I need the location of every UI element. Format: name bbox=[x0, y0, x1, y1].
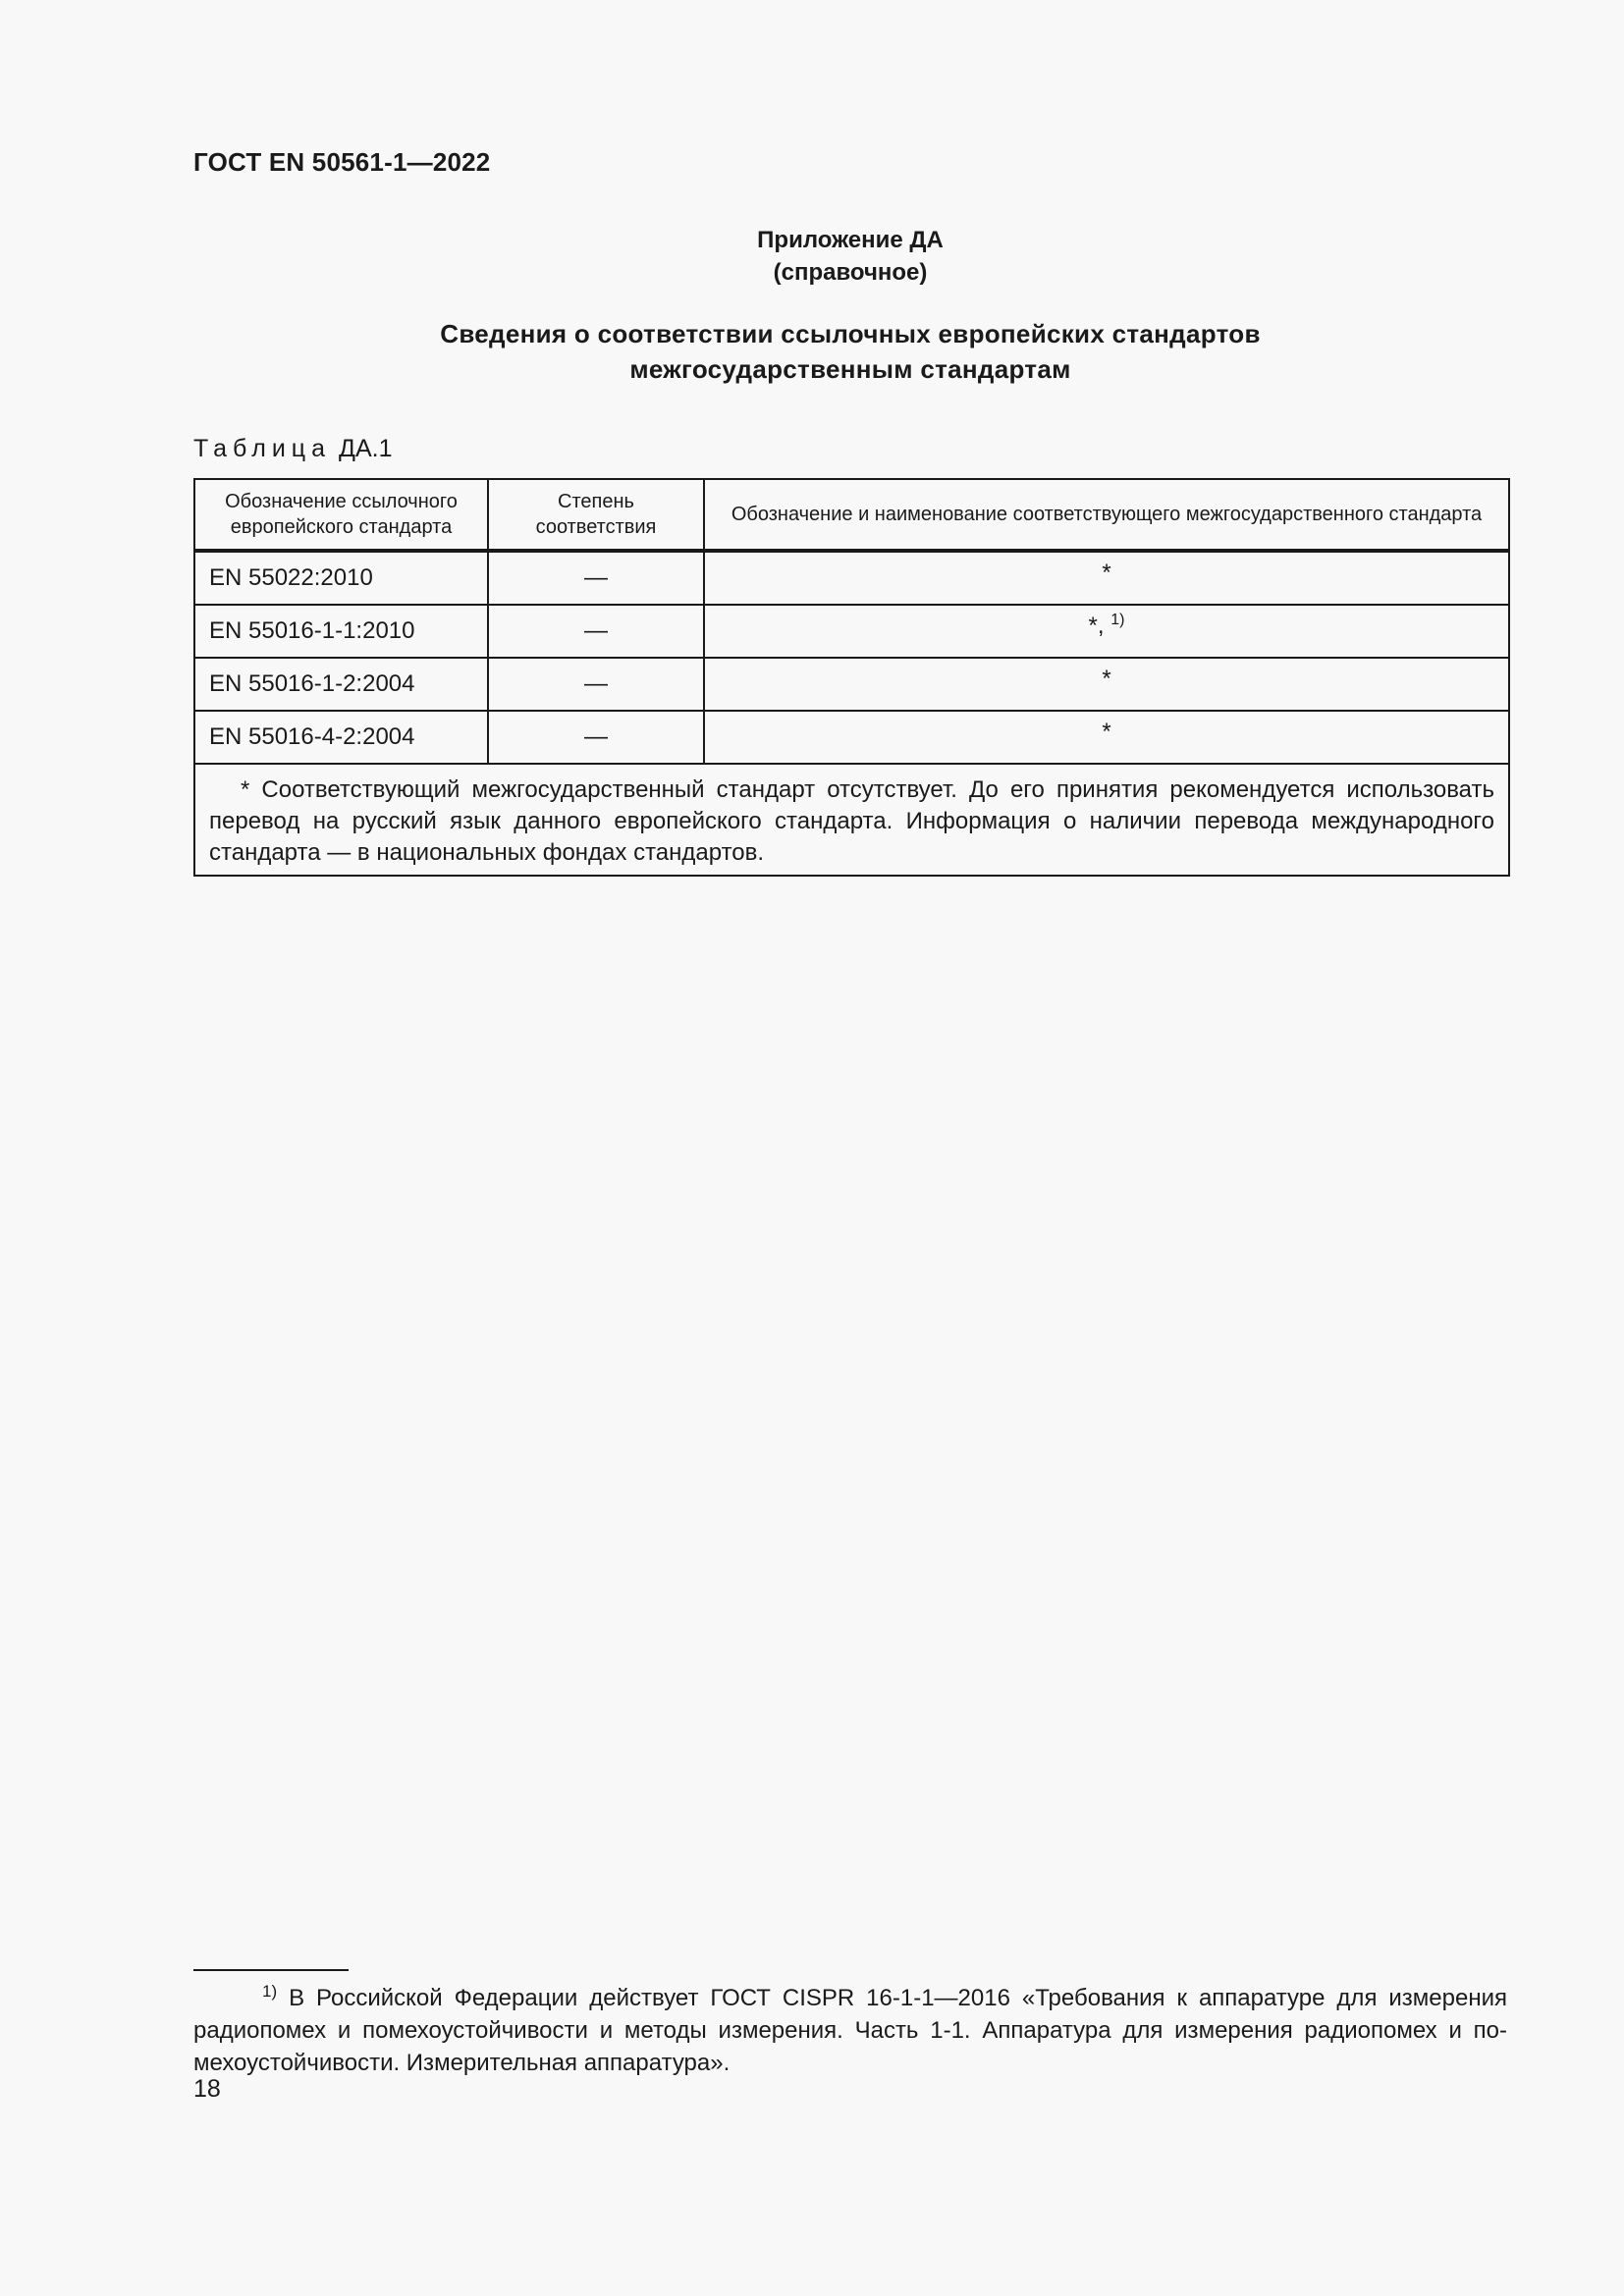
table-note-text: * Соответствующий межгосударственный стандарт отсутствует. До его принятия рекомендуется использовать перевод на русский язык данного европейского стандарта. Информация о наличии перевода международного стандарта — в национальных фондах стандартов. bbox=[209, 776, 1494, 866]
column-header-reference: Обозначение ссылочного европейского стандарта bbox=[194, 479, 488, 551]
cell-mark: * bbox=[1102, 719, 1111, 745]
cell-mark: * bbox=[1102, 666, 1111, 692]
column-header-interstate-standard: Обозначение и наименование соответствующего межгосударственного стандарта bbox=[704, 479, 1509, 551]
table-header-row bbox=[194, 479, 1509, 551]
annex-title bbox=[193, 316, 1507, 387]
cell-degree: — bbox=[488, 605, 704, 658]
cell-interstate-standard bbox=[704, 605, 1509, 658]
footnote-separator bbox=[193, 1969, 349, 1971]
cell-degree: — bbox=[488, 658, 704, 711]
cell-interstate-standard bbox=[704, 551, 1509, 605]
annex-heading bbox=[193, 224, 1507, 289]
annex-title-line-2: межгосударственным стандартам bbox=[629, 354, 1071, 384]
cell-mark-footnote: 1) bbox=[1110, 612, 1125, 628]
table-note-row bbox=[194, 764, 1509, 876]
table-row bbox=[194, 551, 1509, 605]
column-header-degree: Степень соответствия bbox=[488, 479, 704, 551]
cell-reference: EN 55022:2010 bbox=[194, 551, 488, 605]
standards-table bbox=[193, 478, 1510, 877]
cell-degree: — bbox=[488, 711, 704, 764]
table-note bbox=[194, 764, 1509, 876]
cell-reference: EN 55016-1-2:2004 bbox=[194, 658, 488, 711]
cell-reference: EN 55016-4-2:2004 bbox=[194, 711, 488, 764]
footnote bbox=[193, 1975, 1507, 2079]
cell-interstate-standard bbox=[704, 658, 1509, 711]
table-caption-number: ДА.1 bbox=[339, 435, 393, 462]
footnote-marker: 1) bbox=[262, 1982, 278, 2001]
annex-name: Приложение ДА bbox=[757, 227, 944, 253]
footnote-text: В Российской Федерации действует ГОСТ CISPR 16-1-1—2016 «Требования к аппаратуре для измерения радиопомех и помехоустойчивости и методы измерения. Часть 1-1. Аппаратура для измерения радиопомех и по-мехоустойчивости. Измерительная аппаратура». bbox=[193, 1985, 1507, 2076]
cell-interstate-standard bbox=[704, 711, 1509, 764]
cell-mark: * bbox=[1102, 560, 1111, 586]
cell-degree: — bbox=[488, 551, 704, 605]
annex-status: (справочное) bbox=[773, 259, 928, 286]
document-code: ГОСТ EN 50561-1—2022 bbox=[193, 147, 491, 177]
table-caption bbox=[193, 435, 393, 463]
cell-reference: EN 55016-1-1:2010 bbox=[194, 605, 488, 658]
table-row bbox=[194, 605, 1509, 658]
annex-title-line-1: Сведения о соответствии ссылочных европейских стандартов bbox=[440, 319, 1261, 348]
table-row bbox=[194, 658, 1509, 711]
table-row bbox=[194, 711, 1509, 764]
cell-mark: *, bbox=[1088, 613, 1111, 639]
page-number: 18 bbox=[193, 2075, 221, 2103]
table-caption-word: Таблица bbox=[193, 435, 332, 462]
